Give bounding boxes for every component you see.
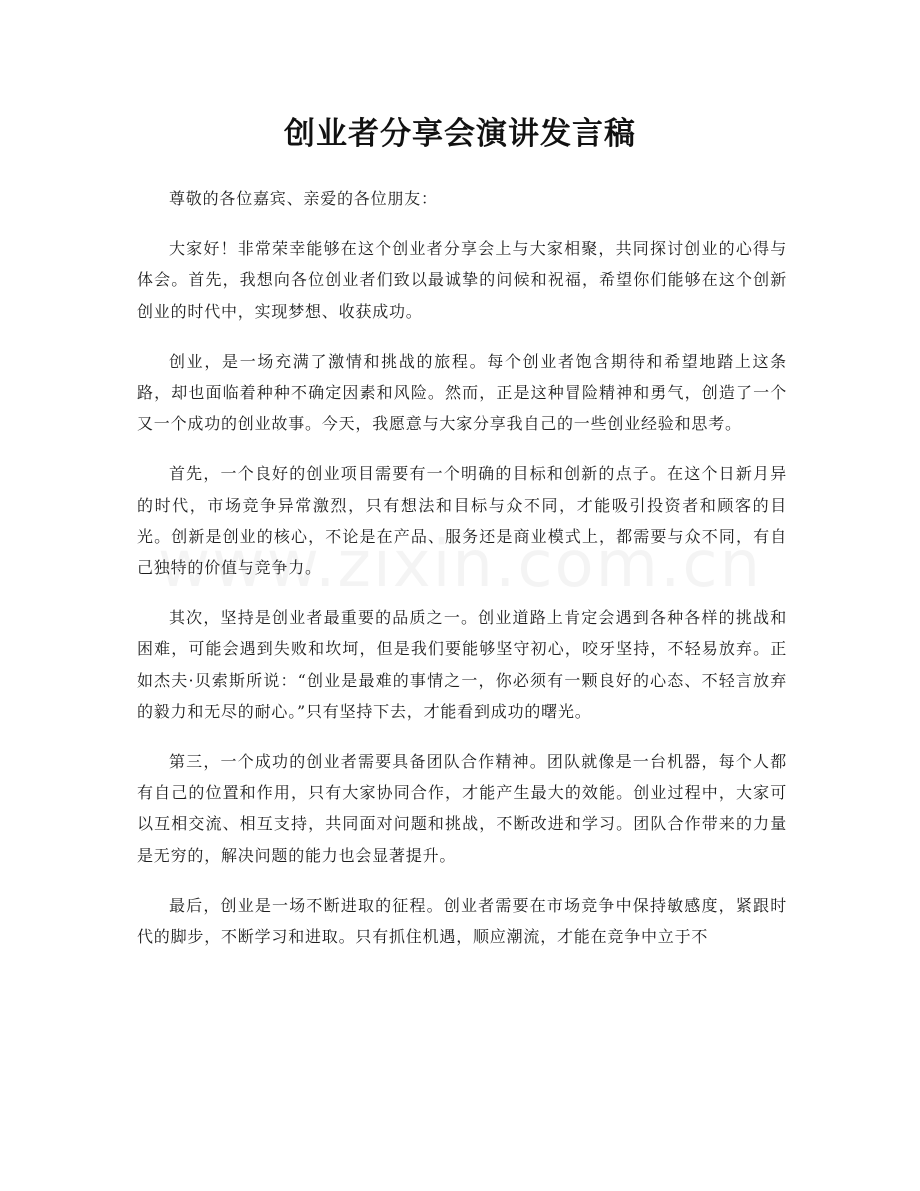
paragraph-greeting: 大家好！非常荣幸能够在这个创业者分享会上与大家相聚，共同探讨创业的心得与体会。首先，我想向各位创业者们致以最诚挚的问候和祝福，希望你们能够在这个创新创业的时代中，实现梦想、收获成功。: [137, 239, 787, 321]
paragraph-journey: 创业，是一场充满了激情和挑战的旅程。每个创业者饱含期待和希望地踏上这条路，却也面临着种种不确定因素和风险。然而，正是这种冒险精神和勇气，创造了一个又一个成功的创业故事。今天，我愿意与大家分享我自己的一些创业经验和思考。: [137, 351, 787, 434]
paragraph-persistence: 其次，坚持是创业者最重要的品质之一。创业道路上肯定会遇到各种各样的挑战和困难，可能会遇到失败和坎坷，但是我们要能够坚守初心，咬牙坚持，不轻易放弃。正如杰夫·贝索斯所说：“创业是最难的事情之一，你必须有一颗良好的心态、不轻言放弃的毅力和无尽的耐心。”只有坚持下去，才能看到成功的曙光。: [137, 608, 787, 721]
document-title: 创业者分享会演讲发言稿: [284, 116, 636, 152]
salutation: 尊敬的各位嘉宾、亲爱的各位朋友：: [169, 189, 438, 208]
document-body: [137, 183, 787, 971]
paragraph-progress: 最后，创业是一场不断进取的征程。创业者需要在市场竞争中保持敏感度，紧跟时代的脚步，不断学习和进取。只有抓住机遇，顺应潮流，才能在竞争中立于不: [137, 895, 787, 947]
paragraph-teamwork: 第三，一个成功的创业者需要具备团队合作精神。团队就像是一台机器，每个人都有自己的位置和作用，只有大家协同合作，才能产生最大的效能。创业过程中，大家可以互相交流、相互支持，共同面对问题和挑战，不断改进和学习。团队合作带来的力量是无穷的，解决问题的能力也会显著提升。: [137, 752, 787, 865]
paragraph-innovation: 首先，一个良好的创业项目需要有一个明确的目标和创新的点子。在这个日新月异的时代，市场竞争异常激烈，只有想法和目标与众不同，才能吸引投资者和顾客的目光。创新是创业的核心，不论是在产品、服务还是商业模式上，都需要与众不同，有自己独特的价值与竞争力。: [137, 464, 787, 578]
